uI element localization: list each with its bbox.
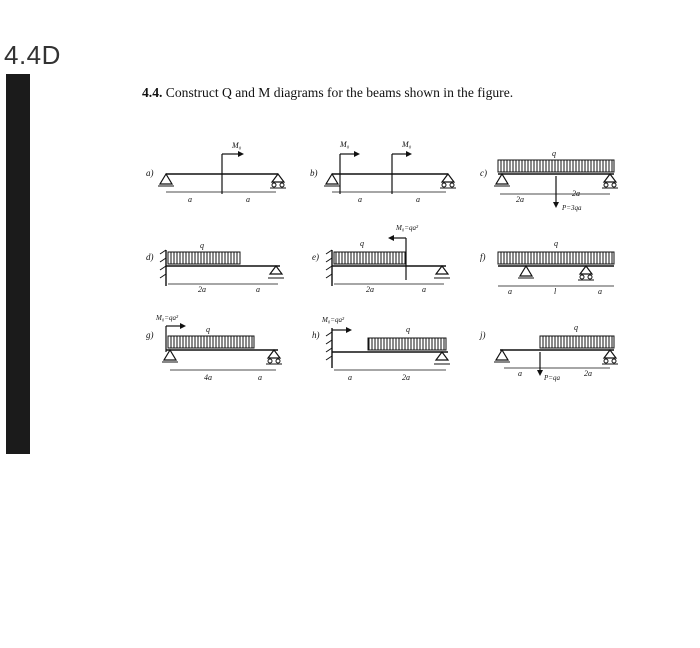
beam-g bbox=[146, 314, 282, 382]
beam-j bbox=[479, 323, 618, 382]
problem-text: Construct Q and M diagrams for the beams shown in the figure. bbox=[165, 85, 514, 100]
beam-e-load: q bbox=[360, 239, 364, 248]
sidebar-bar bbox=[6, 74, 30, 454]
problem-statement bbox=[142, 84, 622, 101]
beam-d-dim2: a bbox=[256, 285, 260, 294]
beam-d-id: d) bbox=[146, 252, 154, 262]
beam-b-dim2: a bbox=[416, 195, 420, 204]
beam-h bbox=[312, 316, 450, 382]
beam-a-moment: M₀ bbox=[232, 141, 242, 150]
beam-h-moment: M₀=qa² bbox=[322, 316, 345, 324]
beam-j-load: q bbox=[574, 323, 578, 332]
beam-f-load: q bbox=[554, 239, 558, 248]
beam-f-dim1: a bbox=[508, 287, 512, 296]
beam-a-id: a) bbox=[146, 168, 154, 178]
beam-c bbox=[480, 149, 618, 212]
beam-f-id: f) bbox=[480, 252, 486, 262]
beam-c-dim1: 2a bbox=[516, 195, 524, 204]
beam-d-dim1: 2a bbox=[198, 285, 206, 294]
beam-h-id: h) bbox=[312, 330, 320, 340]
beam-c-load: q bbox=[552, 149, 556, 158]
beam-e-dim2: a bbox=[422, 285, 426, 294]
beam-b-moment1: M₀ bbox=[340, 140, 350, 149]
beam-c-dim2: 2a bbox=[572, 189, 580, 198]
beam-j-force: P=qa bbox=[544, 374, 560, 382]
beam-e-id: e) bbox=[312, 252, 319, 262]
beam-f-dim2: l bbox=[554, 287, 557, 296]
beam-f bbox=[480, 239, 614, 296]
beam-e-moment: M₀=qa² bbox=[396, 224, 419, 232]
beam-g-moment: M₀=qa² bbox=[156, 314, 179, 322]
beam-a-dim1: a bbox=[188, 195, 192, 204]
beam-e bbox=[312, 224, 450, 294]
beam-j-id: j) bbox=[480, 330, 486, 340]
beam-figure bbox=[140, 130, 630, 395]
beam-a-dim2: a bbox=[246, 195, 250, 204]
beam-c-force: P=3qa bbox=[562, 204, 582, 212]
beam-d-load: q bbox=[200, 241, 204, 250]
section-label: 4.4D bbox=[4, 40, 61, 70]
beam-h-load: q bbox=[406, 325, 410, 334]
beam-diagrams-svg bbox=[140, 130, 630, 390]
beam-d bbox=[146, 241, 284, 294]
beam-b-id: b) bbox=[310, 168, 318, 178]
beam-b-moment2: M₀ bbox=[402, 140, 412, 149]
beam-g-load: q bbox=[206, 325, 210, 334]
beam-j-dim2: 2a bbox=[584, 369, 592, 378]
beam-b bbox=[310, 140, 456, 204]
beam-j-dim1: a bbox=[518, 369, 522, 378]
beam-g-dim1: 4a bbox=[204, 373, 212, 382]
beam-a bbox=[146, 141, 286, 204]
beam-g-dim2: a bbox=[258, 373, 262, 382]
beam-b-dim1: a bbox=[358, 195, 362, 204]
beam-e-dim1: 2a bbox=[366, 285, 374, 294]
beam-g-id: g) bbox=[146, 330, 154, 340]
beam-f-dim3: a bbox=[598, 287, 602, 296]
beam-h-dim2: 2a bbox=[402, 373, 410, 382]
problem-number: 4.4. bbox=[142, 85, 163, 100]
beam-h-dim1: a bbox=[348, 373, 352, 382]
beam-c-id: c) bbox=[480, 168, 487, 178]
